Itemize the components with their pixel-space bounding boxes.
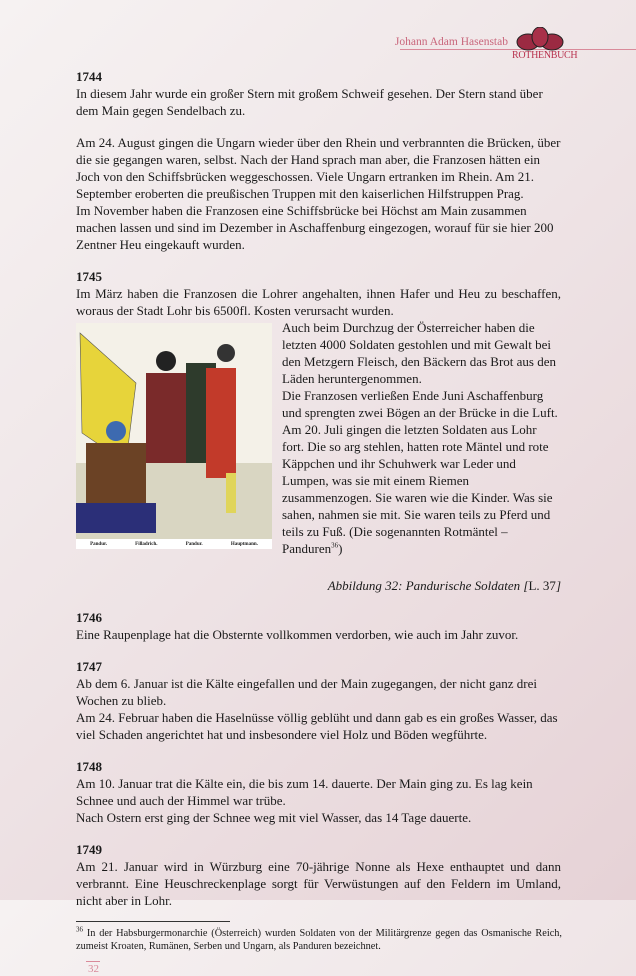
paragraph: Im März haben die Franzosen die Lohrer angehalten, ihnen Hafer und Heu zu beschaffen, woraus der Stadt Lohr bis 6500fl. Kosten verursacht wurden.: [76, 286, 561, 318]
footnote-text: In der Habsburgermonarchie (Österreich) wurden Soldaten von der Militärgrenze gegen das Osmanische Reich, zumeist Kroaten, Rumänen, Serben und Ungarn, als Panduren bezeichnet.: [76, 928, 562, 952]
paragraph: In diesem Jahr wurde ein großer Stern mit großem Schweif gesehen. Der Stern stand über dem Main gegen Sendelbach zu.: [76, 86, 543, 118]
figure-caption: [76, 577, 561, 594]
page-body: [76, 68, 561, 976]
footnote-ref: 36: [331, 541, 339, 550]
footnote-number: 36: [76, 925, 83, 934]
header-author: Johann Adam Hasenstab: [394, 36, 508, 48]
figure-wrap-text: [76, 319, 561, 594]
year-heading: 1748: [76, 759, 102, 774]
year-heading: 1745: [76, 269, 102, 284]
closing-paren: ): [338, 541, 343, 556]
pandur-soldiers-illustration: [76, 323, 272, 549]
paragraph: Eine Raupenplage hat die Obsternte vollkommen verdorben, wie auch im Jahr zuvor.: [76, 627, 519, 642]
logo-text: ROTHENBUCH: [512, 50, 578, 61]
caption-bracket: [: [523, 578, 529, 593]
caption-source: L. 37: [528, 578, 556, 593]
figure-label: Pandur.: [185, 542, 203, 547]
paragraph-text: Am 20. Juli gingen die letzten Soldaten aus Lohr fort. Die so arg stehlen, hatten rote Mäntel und rote Käppchen und ihr Schuhwerk war Leder und Lumpen, was sie mit einem Riemen zusammenzogen. Sie waren wie die Kinder. Was sie sahen, nahmen sie mit. Sie waren teils zu Pferd und teils zu Fuß. (Die sogenannten Rotmäntel – Panduren: [282, 422, 553, 556]
figure-label: Filladrich.: [135, 542, 158, 547]
year-heading: 1746: [76, 610, 102, 625]
paragraph: Nach Ostern erst ging der Schnee weg mit viel Wasser, das 14 Tage dauerte.: [76, 810, 472, 825]
paragraph: Am 10. Januar trat die Kälte ein, die bis zum 14. dauerte. Der Main ging zu. Es lag kein Schnee und auch der Himmel war trübe.: [76, 776, 533, 808]
paragraph: Am 24. Februar haben die Haselnüsse völlig geblüht und dann gab es ein großes Wasser, das viel Schaden angerichtet hat und insbesondere viel Holz und Böden wegführte.: [76, 710, 558, 742]
footnote: [76, 927, 562, 953]
page-header: [0, 0, 636, 70]
figure-label: Hauptmann.: [230, 542, 258, 547]
paragraph: Auch beim Durchzug der Österreicher haben die letzten 4000 Soldaten gestohlen und mit Gewalt bei den Metzgern Fleisch, den Bäckern das Brot aus den Läden heruntergenommen.: [282, 320, 557, 386]
paragraph: Die Franzosen verließen Ende Juni Aschaffenburg und sprengten zwei Bögen an der Brücke in die Luft.: [282, 388, 558, 420]
paragraph: Am 21. Januar wird in Würzburg eine 70-jährige Nonne als Hexe enthauptet und dann verbrannt. Eine Heuschreckenplage sorgt für Verwüstungen auf den Feldern im Umland, nicht aber in Lohr.: [76, 859, 561, 908]
year-heading: 1747: [76, 659, 102, 674]
year-heading: 1749: [76, 842, 102, 857]
paragraph: Am 24. August gingen die Ungarn wieder über den Rhein und verbrannten die Brücken, über die sie gegangen waren, selbst. Nach der Hand sprach man aber, die Franzosen hätten ein Joch von den Schiffsbrücken weggeschossen. Viele Ungarn ertranken im Rhein. Am 21. September eroberten die preußischen Truppen mit den kaiserlichen Hilfstruppen Prag.: [76, 135, 561, 201]
paragraph: Ab dem 6. Januar ist die Kälte eingefallen und der Main zugegangen, der nicht ganz drei Wochen zu blieb.: [76, 676, 537, 708]
footnote-rule: [76, 921, 230, 922]
caption-text: Abbildung 32: Pandurische Soldaten: [327, 578, 524, 593]
page-number: 32: [88, 963, 99, 975]
paragraph: Im November haben die Franzosen eine Schiffsbrücke bei Höchst am Main zusammen machen lassen und sind im Dezember in Aschaffenburg eingezogen, worauf für sie hier 200 Zentner Heu eingekauft wurden.: [76, 203, 554, 252]
caption-bracket: ]: [555, 578, 561, 593]
figure-label: Pandur.: [90, 542, 107, 547]
soldiers-image: [76, 323, 272, 539]
year-heading: 1744: [76, 69, 102, 84]
